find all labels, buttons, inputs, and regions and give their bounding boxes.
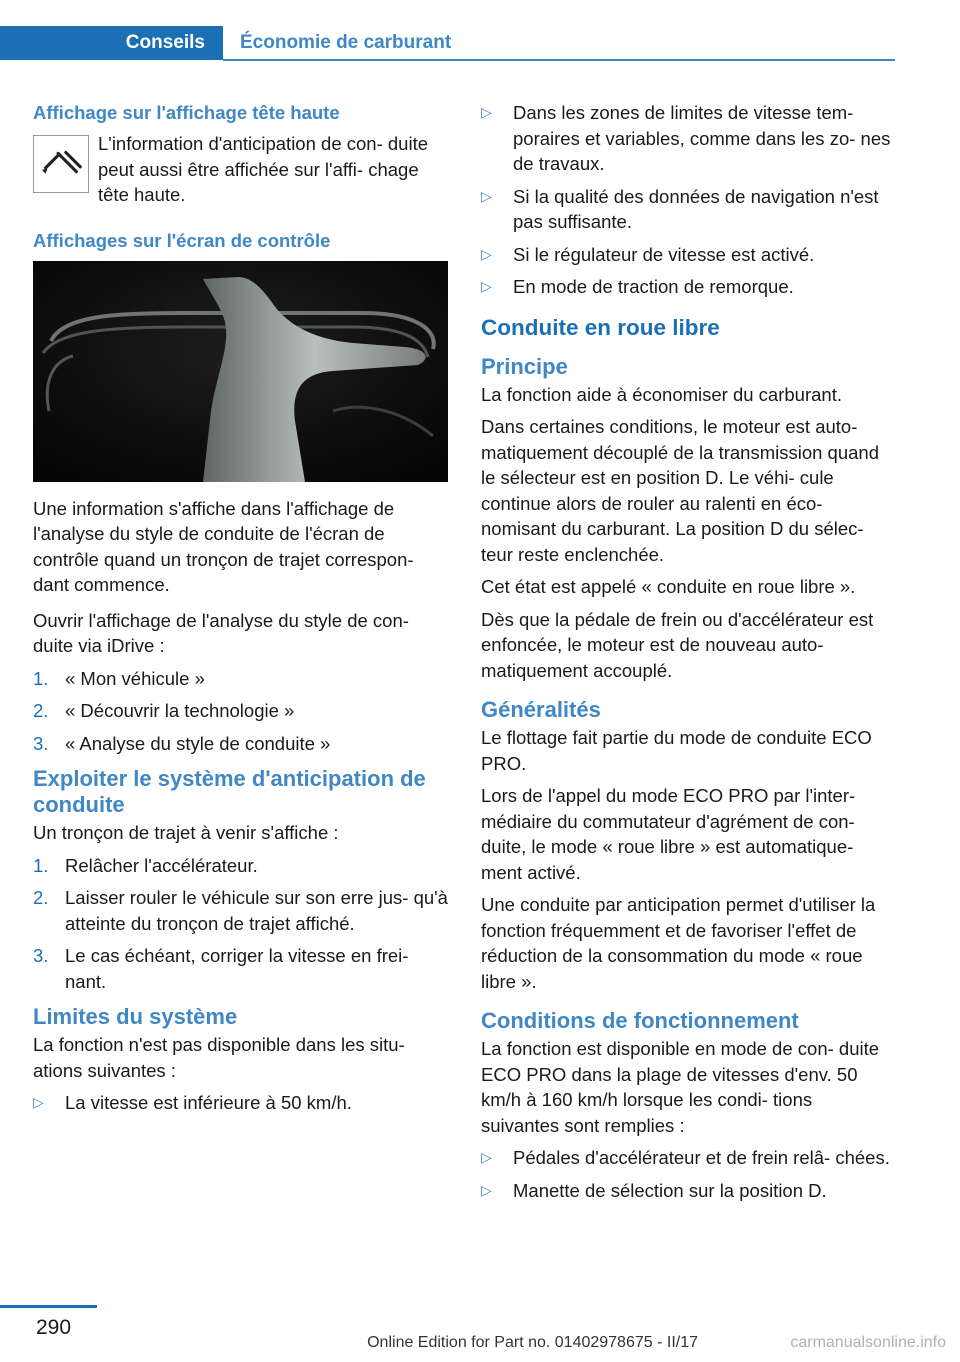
conditions-list bbox=[481, 1145, 893, 1203]
general-paragraph: Lors de l'appel du mode ECO PRO par l'inter‐ médiaire du commutateur d'agrément de con‐ duite, le mode « roue libre » est automatique‐ ment activé. bbox=[481, 785, 856, 883]
section-tab: Conseils bbox=[0, 26, 223, 60]
list-item: ▷ Manette de sélection sur la position D. bbox=[481, 1178, 893, 1204]
list-item: ▷ Si le régulateur de vitesse est activé. bbox=[481, 242, 893, 268]
list-item: ▷ Dans les zones de limites de vitesse tem‐ poraires et variables, comme dans les zo‐ nes de travaux. bbox=[481, 100, 893, 177]
list-item: 3. « Analyse du style de conduite » bbox=[33, 732, 331, 754]
triangle-bullet-icon: ▷ bbox=[481, 1149, 492, 1165]
info-paragraph: Une information s'affiche dans l'affichage de l'analyse du style de conduite de l'écran de contrôle quand un tronçon de trajet correspon‐ dant commence. bbox=[33, 497, 414, 595]
triangle-bullet-icon: ▷ bbox=[481, 187, 492, 204]
coasting-heading: Conduite en roue libre bbox=[481, 314, 720, 340]
triangle-bullet-icon: ▷ bbox=[481, 245, 492, 262]
list-item: ▷ En mode de traction de remorque. bbox=[481, 274, 893, 300]
principle-heading: Principe bbox=[481, 353, 568, 379]
list-item: 1. Relâcher l'accélérateur. bbox=[33, 854, 258, 876]
open-steps-list bbox=[33, 666, 451, 757]
exploit-heading: Exploiter le système d'anticipation de conduite bbox=[33, 766, 426, 817]
limits-list-continued bbox=[481, 100, 893, 300]
list-item: ▷ Si la qualité des données de navigation n'est pas suffisante. bbox=[481, 184, 893, 235]
edition-note: Online Edition for Part no. 01402978675 - II/17 bbox=[367, 1334, 698, 1351]
header-divider bbox=[223, 59, 895, 61]
principle-paragraph: Cet état est appelé « conduite en roue libre ». bbox=[481, 576, 856, 597]
left-column bbox=[33, 100, 451, 1124]
limits-list bbox=[33, 1090, 451, 1116]
exploit-paragraph: Un tronçon de trajet à venir s'affiche : bbox=[33, 822, 339, 843]
list-item: ▷ La vitesse est inférieure à 50 km/h. bbox=[33, 1090, 451, 1116]
conditions-paragraph: La fonction est disponible en mode de con‐ duite ECO PRO dans la plage de vitesses d'env. 50 km/h à 160 km/h lorsque les condi‐ tions suivantes sont remplies : bbox=[481, 1038, 880, 1136]
triangle-bullet-icon: ▷ bbox=[481, 1181, 492, 1198]
control-display-heading: Affichages sur l'écran de contrôle bbox=[33, 229, 331, 251]
chapter-title: Économie de carburant bbox=[240, 32, 452, 53]
footer-divider bbox=[0, 1305, 97, 1308]
general-heading: Généralités bbox=[481, 697, 601, 722]
exploit-steps-list bbox=[33, 853, 451, 995]
principle-paragraph: Dans certaines conditions, le moteur est auto‐ matiquement découplé de la transmission quand le sélecteur est en position D. Le véhi‐ cule continue alors de rouler au ralenti en éco‐ nomisant du carburant. La position D du sélec‐ teur reste enclenchée. bbox=[481, 416, 879, 565]
list-item: 2. Laisser rouler le véhicule sur son erre jus‐ qu'à atteinte du tronçon de trajet affiché. bbox=[33, 887, 448, 934]
hud-block bbox=[33, 131, 451, 208]
principle-paragraph: La fonction aide à économiser du carburant. bbox=[481, 383, 842, 405]
triangle-bullet-icon: ▷ bbox=[481, 278, 492, 294]
head-up-display-icon bbox=[33, 135, 89, 193]
triangle-bullet-icon: ▷ bbox=[481, 104, 492, 120]
right-column bbox=[481, 100, 893, 1211]
general-paragraph: Le flottage fait partie du mode de conduite ECO PRO. bbox=[481, 727, 872, 774]
page-number: 290 bbox=[36, 1316, 72, 1339]
watermark: carmanualsonline.info bbox=[790, 1334, 946, 1351]
page-header bbox=[0, 26, 960, 62]
list-item: 3. Le cas échéant, corriger la vitesse en frei‐ nant. bbox=[33, 945, 409, 992]
limits-heading: Limites du système bbox=[33, 1004, 238, 1029]
hud-heading: Affichage sur l'affichage tête haute bbox=[33, 102, 340, 123]
list-item: ▷ Pédales d'accélérateur et de frein relâ‐ chées. bbox=[481, 1145, 893, 1171]
open-paragraph: Ouvrir l'affichage de l'analyse du style de con‐ duite via iDrive : bbox=[33, 609, 409, 656]
list-item: 1. « Mon véhicule » bbox=[33, 667, 205, 689]
hud-text: L'information d'anticipation de con‐ duite peut aussi être affichée sur l'affi‐ chage tête haute. bbox=[98, 133, 428, 205]
limits-paragraph: La fonction n'est pas disponible dans les situ‐ ations suivantes : bbox=[33, 1034, 405, 1081]
list-item: 2. « Découvrir la technologie » bbox=[33, 700, 295, 721]
general-paragraph: Une conduite par anticipation permet d'utiliser la fonction fréquemment et de favoriser l'effet de réduction de la consommation du mode « roue libre ». bbox=[481, 894, 876, 992]
triangle-bullet-icon: ▷ bbox=[33, 1094, 44, 1110]
conditions-heading: Conditions de fonctionnement bbox=[481, 1008, 799, 1033]
principle-paragraph: Dès que la pédale de frein ou d'accélérateur est enfoncée, le moteur est de nouveau auto‐ matiquement accouplé. bbox=[481, 608, 874, 681]
control-display-image bbox=[33, 261, 448, 482]
